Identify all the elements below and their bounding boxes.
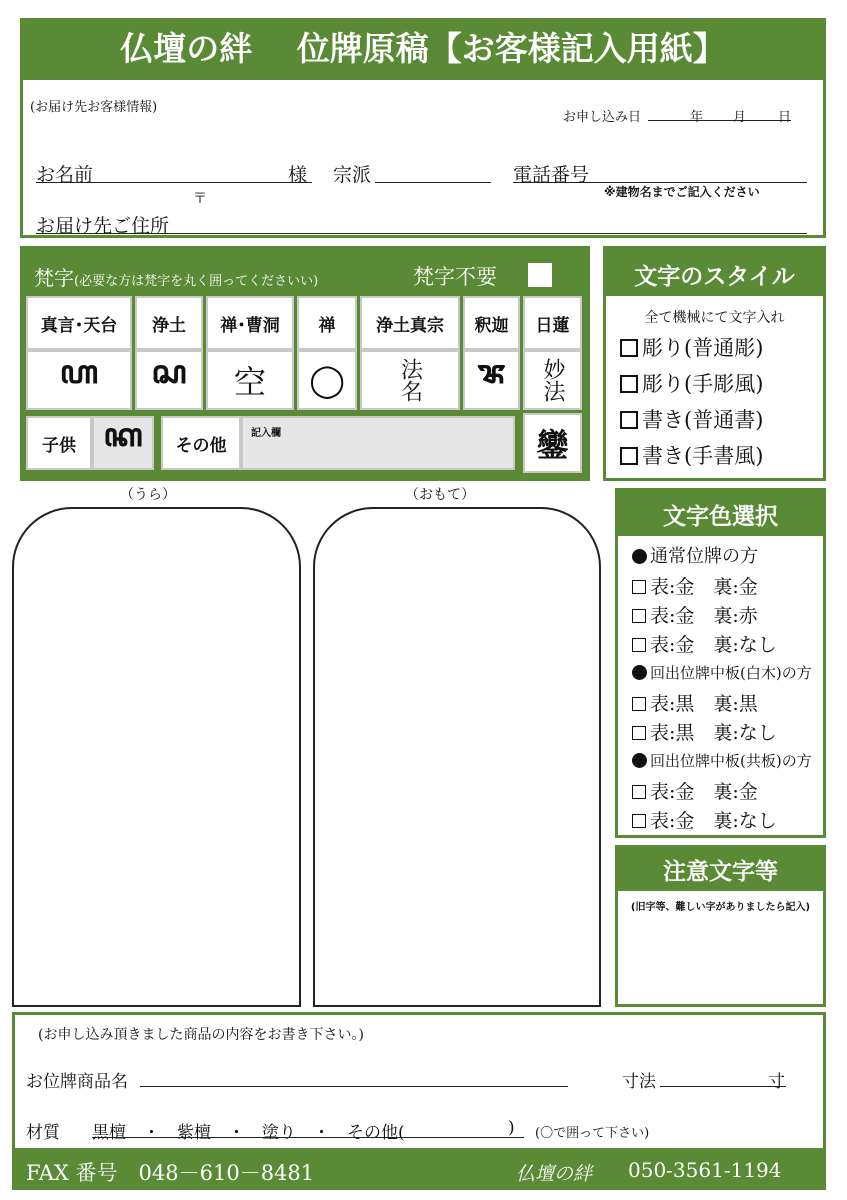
- style-option-engrave-normal[interactable]: [620, 332, 763, 362]
- color-option-label: 表:金 裏:なし: [650, 810, 777, 832]
- color-option-gold-gold[interactable]: [632, 572, 758, 599]
- bonji-other-label: その他: [161, 416, 241, 470]
- caution-note: (旧字等、難しい字がありましたら記入): [630, 902, 811, 913]
- address-label: お届け先ご住所: [36, 215, 170, 237]
- bonji-symbol-shaka[interactable]: [463, 350, 520, 410]
- bonji-col-zen-soto: 禅･曹洞: [206, 296, 294, 350]
- color-option-label: 表:金 裏:なし: [650, 634, 777, 656]
- postal-mark: 〒: [193, 191, 207, 207]
- color-option-label: 表:黒 裏:黒: [650, 693, 758, 715]
- tablet-back-label: （うら）: [120, 487, 176, 503]
- date-field[interactable]: [648, 104, 791, 121]
- style-option-write-normal[interactable]: [620, 404, 763, 434]
- phone-field[interactable]: [513, 158, 807, 183]
- bonji-symbol-shingon[interactable]: [26, 350, 132, 410]
- style-option-label: 彫り(手彫風): [642, 372, 764, 396]
- bonji-other-entry[interactable]: [241, 416, 515, 470]
- checkbox-icon: [632, 697, 646, 711]
- homyo-text: 法名: [397, 358, 423, 402]
- caution-title: 注意文字等: [663, 858, 778, 885]
- bonji-col-zen: 禅: [297, 296, 357, 350]
- bonji-col-jodo: 浄土: [135, 296, 203, 350]
- checkbox-icon: [632, 580, 646, 594]
- style-option-label: 彫り(普通彫): [642, 336, 764, 360]
- material-options[interactable]: 黒檀 ・ 紫檀 ・ 塗り ・ その他(: [92, 1123, 405, 1143]
- page-title: 仏壇の絆 位牌原稿【お客様記入用紙】: [120, 29, 726, 68]
- bonji-symbol-nichiren[interactable]: [523, 350, 582, 410]
- myoho-text: 妙法: [540, 358, 565, 402]
- color-option-label: 表:金 裏:金: [650, 576, 758, 598]
- product-label: お位牌商品名: [26, 1072, 128, 1092]
- bonji-symbol-zen-soto[interactable]: [206, 350, 294, 410]
- phone-label: 電話番号: [513, 164, 590, 186]
- bonji-symbol-extra[interactable]: [523, 413, 582, 473]
- bonji-title-text: 梵字: [34, 266, 74, 290]
- color-group-heading: 通常位牌の方: [650, 546, 758, 567]
- name-field[interactable]: [36, 158, 312, 183]
- bonji-symbol-jodoshin[interactable]: [360, 350, 460, 410]
- bonji-ka-icon: ꦏ: [103, 415, 143, 454]
- bullet-icon: [632, 665, 647, 680]
- checkbox-icon: [632, 609, 646, 623]
- style-option-label: 書き(普通書): [642, 408, 764, 432]
- bonji-child-label: 子供: [26, 416, 92, 470]
- checkbox-icon: [632, 638, 646, 652]
- checkbox-icon: [632, 814, 646, 828]
- kuu-character: 空: [233, 363, 266, 401]
- bonji-symbol-zen[interactable]: [297, 350, 357, 410]
- style-option-label: 書き(手書風): [642, 444, 764, 468]
- bonji-a-icon: ꦲ: [59, 352, 99, 391]
- order-instruction: (お申し込み頂きました商品の内容をお書き下さい。): [38, 1027, 364, 1043]
- bullet-icon: [632, 549, 647, 564]
- footer-brand: 仏壇の絆: [516, 1163, 593, 1185]
- bonji-col-nichiren: 日蓮: [523, 296, 582, 350]
- color-group-heading: 回出位牌中板(白木)の方: [650, 664, 812, 682]
- style-title: 文字のスタイル: [634, 263, 795, 290]
- circle-icon: ◯: [309, 361, 345, 399]
- date-label: お申し込み日: [563, 110, 642, 125]
- bonji-col-shaka: 釈迦: [463, 296, 520, 350]
- material-close: ): [508, 1118, 515, 1138]
- date-month: 月: [733, 110, 747, 125]
- color-group-tomoita: [632, 750, 812, 771]
- color-option-label: 表:金 裏:金: [650, 781, 758, 803]
- size-label: 寸法: [622, 1072, 656, 1092]
- tablet-back-area[interactable]: [12, 507, 301, 1007]
- name-label: お名前: [36, 164, 94, 186]
- material-other-field[interactable]: [92, 1116, 524, 1138]
- color-group-normal: [632, 542, 758, 568]
- color-option-gold-gold-2[interactable]: [632, 777, 758, 804]
- style-subtitle: 全て機械にて文字入れ: [644, 310, 785, 326]
- footer-phone: 050-3561-1194: [628, 1158, 782, 1182]
- bonji-col-jodoshin: 浄土真宗: [360, 296, 460, 350]
- color-title: 文字色選択: [663, 503, 778, 530]
- material-label: 材質: [26, 1123, 60, 1143]
- color-group-shiraki: [632, 662, 812, 683]
- date-day: 日: [778, 110, 792, 125]
- color-group-heading: 回出位牌中板(共板)の方: [650, 752, 812, 770]
- product-field[interactable]: [140, 1065, 568, 1087]
- checkbox-icon: [620, 411, 638, 429]
- sect-label: 宗派: [333, 164, 372, 186]
- color-option-gold-red[interactable]: [632, 601, 758, 628]
- tablet-front-label: （おもて）: [405, 487, 475, 503]
- checkbox-icon: [632, 726, 646, 740]
- style-option-engrave-hand[interactable]: [620, 368, 763, 398]
- checkbox-icon: [632, 785, 646, 799]
- building-note: ※建物名までご記入ください: [604, 185, 760, 199]
- color-option-label: 表:黒 裏:なし: [650, 722, 777, 744]
- color-option-black-black[interactable]: [632, 689, 758, 716]
- bonji-not-needed-checkbox[interactable]: [528, 263, 552, 287]
- bonji-seal-icon: 鑾: [536, 426, 569, 464]
- name-suffix: 様: [288, 164, 308, 186]
- date-year: 年: [690, 110, 704, 125]
- style-option-write-hand[interactable]: [620, 440, 763, 470]
- color-option-gold-none-2[interactable]: [632, 806, 777, 833]
- size-unit: 寸: [768, 1072, 785, 1092]
- customer-section-label: (お届け先お客様情報): [30, 100, 158, 115]
- checkbox-icon: [620, 375, 638, 393]
- bonji-col-shingon: 真言･天台: [26, 296, 132, 350]
- circle-note: (〇で囲って下さい): [535, 1126, 650, 1141]
- checkbox-icon: [620, 447, 638, 465]
- checkbox-icon: [620, 339, 638, 357]
- tablet-front-area[interactable]: [313, 507, 601, 1007]
- color-option-black-none[interactable]: [632, 718, 777, 745]
- bonji-symbol-child[interactable]: [92, 416, 154, 470]
- bonji-not-needed-label: 梵字不要: [413, 265, 497, 289]
- address-field[interactable]: [36, 209, 807, 234]
- color-option-gold-none[interactable]: [632, 630, 777, 657]
- bonji-note: (必要な方は梵字を丸く囲ってくださいい): [74, 274, 319, 289]
- bonji-baku-icon: ꦨ: [477, 352, 506, 391]
- bonji-kiriku-icon: ꦱ: [151, 352, 187, 391]
- bonji-entry-label: 記入欄: [251, 428, 281, 439]
- fax-number: FAX 番号 048－610－8481: [26, 1161, 315, 1185]
- bonji-symbol-jodo[interactable]: [135, 350, 203, 410]
- sect-field[interactable]: [375, 158, 491, 183]
- bullet-icon: [632, 753, 647, 768]
- color-option-label: 表:金 裏:赤: [650, 605, 758, 627]
- bonji-title: [34, 262, 318, 291]
